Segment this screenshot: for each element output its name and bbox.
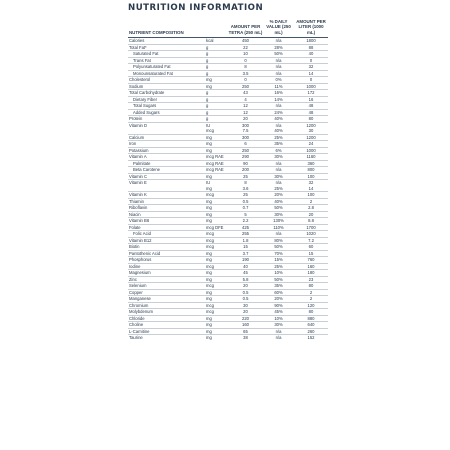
nutrient-name: Trans Fat: [128, 57, 204, 64]
nutrient-name: Total Sugars: [128, 103, 204, 110]
nutrient-name: Total Fat*: [128, 44, 204, 51]
amount-per-liter: 80: [294, 116, 328, 123]
amount-per-liter: 1160: [294, 154, 328, 161]
amount-per-tetra: 22: [228, 44, 263, 51]
daily-value-percent: n/a: [263, 328, 294, 335]
amount-per-tetra: 65: [228, 328, 263, 335]
nutrient-unit: g: [204, 116, 228, 123]
daily-value-percent: 30%: [263, 322, 294, 329]
nutrient-name: Thiamin: [128, 198, 204, 205]
nutrient-unit: mg: [204, 289, 228, 296]
nutrient-unit: mg: [204, 205, 228, 212]
nutrient-name: Vitamin B12: [128, 237, 204, 244]
amount-per-tetra: 160: [228, 322, 263, 329]
daily-value-percent: n/a: [275, 180, 282, 185]
daily-value-percent: 70%: [263, 250, 294, 257]
daily-value-percent: 50%: [263, 276, 294, 283]
amount-per-liter: 760: [294, 257, 328, 264]
amount-per-tetra: 0: [228, 77, 263, 84]
nutrient-unit: mcg RAE: [204, 167, 228, 174]
daily-value-percent: 15%: [263, 257, 294, 264]
nutrient-name: Riboflavin: [128, 205, 204, 212]
nutrient-unit: IU: [206, 180, 211, 185]
amount-per-liter: 24: [294, 141, 328, 148]
nutrient-unit: mg: [204, 315, 228, 322]
nutrient-unit: mg: [204, 77, 228, 84]
amount-per-tetra: 25: [228, 192, 263, 199]
amount-per-liter: 1200: [306, 122, 316, 128]
amount-per-tetra: 450: [228, 38, 263, 45]
nutrient-name: Added Sugars: [128, 109, 204, 116]
amount-per-tetra: 0.5: [228, 296, 263, 303]
nutrient-name: Vitamin E: [129, 180, 147, 185]
daily-value-percent: 50%: [263, 205, 294, 212]
amount-per-tetra: 12: [228, 109, 263, 116]
nutrient-name: Niacin: [128, 211, 204, 218]
amount-per-liter: 1800: [294, 38, 328, 45]
nutrient-name: Choline: [128, 322, 204, 329]
nutrient-unit: mg: [204, 250, 228, 257]
amount-per-tetra: 220: [228, 315, 263, 322]
nutrition-table: [128, 16, 328, 341]
daily-value-percent: n/a: [263, 57, 294, 64]
amount-per-liter: 60: [294, 244, 328, 251]
daily-value-percent: n/a: [275, 335, 282, 340]
amount-per-liter: 2.8: [294, 205, 328, 212]
amount-per-liter: 120: [294, 302, 328, 309]
nutrient-unit: mg: [204, 186, 228, 192]
daily-value-percent: 130%: [263, 218, 294, 225]
daily-value-percent: n/a: [275, 122, 282, 128]
daily-value-percent: 6%: [263, 147, 294, 154]
nutrient-name: Vitamin C: [128, 173, 204, 180]
amount-per-liter: 1700: [294, 224, 328, 231]
amount-per-tetra: 190: [228, 257, 263, 264]
daily-value-percent: 40%: [263, 116, 294, 123]
nutrient-unit: g: [204, 44, 228, 51]
header-nutrient-composition: NUTRIENT COMPOSITION: [128, 16, 228, 38]
amount-per-tetra: 20: [228, 283, 263, 290]
nutrient-name: Manganese: [128, 296, 204, 303]
amount-per-tetra: 20: [228, 116, 263, 123]
nutrient-unit: kcal: [204, 38, 228, 45]
amount-per-liter: 0: [294, 57, 328, 64]
amount-per-tetra: 15: [228, 244, 263, 251]
nutrient-unit: mg: [204, 218, 228, 225]
nutrient-name: Pantothenic Acid: [128, 250, 204, 257]
amount-per-liter: 100: [294, 192, 328, 199]
header-daily-value: % DAILY VALUE (250 mL): [263, 16, 294, 38]
nutrient-name: Calories: [128, 38, 204, 45]
daily-value-percent: 45%: [263, 309, 294, 316]
daily-value-percent: 40%: [263, 198, 294, 205]
amount-per-liter: 14: [294, 186, 328, 192]
amount-per-tetra: 43: [228, 90, 263, 97]
amount-per-liter: 14: [294, 70, 328, 77]
daily-value-percent: 90%: [263, 302, 294, 309]
nutrient-unit: mcg DFE: [204, 224, 228, 231]
daily-value-percent: n/a: [263, 167, 294, 174]
nutrient-unit: mg: [204, 270, 228, 277]
nutrient-unit: mcg: [204, 192, 228, 199]
nutrient-unit: mcg RAE: [204, 154, 228, 161]
amount-per-liter: 1000: [294, 147, 328, 154]
amount-per-liter: 0: [294, 77, 328, 84]
nutrient-unit: mcg RAE: [204, 160, 228, 167]
amount-per-liter: 7.2: [294, 237, 328, 244]
daily-value-percent: 14%: [263, 96, 294, 103]
nutrient-unit: mg: [204, 147, 228, 154]
amount-per-tetra: 0.5: [228, 198, 263, 205]
daily-value-percent: n/a: [263, 64, 294, 71]
nutrient-unit: g: [204, 103, 228, 110]
nutrient-name: Iodine: [128, 263, 204, 270]
amount-per-tetra: 290: [228, 154, 263, 161]
daily-value-percent: 60%: [263, 289, 294, 296]
nutrient-unit: mcg: [204, 128, 228, 134]
amount-per-liter: 180: [294, 270, 328, 277]
daily-value-percent: n/a: [263, 38, 294, 45]
amount-per-tetra: 300: [228, 134, 263, 141]
daily-value-percent: 16%: [263, 90, 294, 97]
nutrient-unit: mg: [204, 134, 228, 141]
nutrient-name: Total Carbohydrate: [128, 90, 204, 97]
amount-per-liter: 40: [294, 51, 328, 58]
nutrient-unit: mcg: [204, 244, 228, 251]
amount-per-tetra: 38: [243, 335, 248, 340]
daily-value-percent: 25%: [263, 134, 294, 141]
amount-per-tetra: 40: [228, 263, 263, 270]
nutrient-name: Potassium: [128, 147, 204, 154]
nutrient-name: Taurine: [129, 335, 143, 340]
nutrition-table-wrapper: [128, 16, 328, 341]
amount-per-liter: 1200: [294, 134, 328, 141]
amount-per-liter: 1000: [294, 83, 328, 90]
daily-value-percent: n/a: [263, 160, 294, 167]
amount-per-tetra: 8: [228, 64, 263, 71]
amount-per-tetra: 90: [228, 160, 263, 167]
amount-per-tetra: 25: [228, 173, 263, 180]
daily-value-percent: 50%: [263, 244, 294, 251]
nutrient-unit: mg: [204, 173, 228, 180]
daily-value-percent: 110%: [263, 224, 294, 231]
table-row: [128, 335, 328, 341]
amount-per-tetra: 200: [228, 167, 263, 174]
amount-per-tetra: 3.7: [228, 250, 263, 257]
nutrient-name: Vitamin B6: [128, 218, 204, 225]
amount-per-liter: 2: [294, 198, 328, 205]
amount-per-liter: 880: [294, 315, 328, 322]
nutrient-unit: mcg: [204, 302, 228, 309]
amount-per-liter: 360: [294, 160, 328, 167]
amount-per-liter: 20: [294, 211, 328, 218]
amount-per-tetra: 20: [228, 309, 263, 316]
header-amount-per-tetra: AMOUNT PER TETRA (250 mL): [228, 16, 263, 38]
nutrient-name: Phosphorus: [128, 257, 204, 264]
amount-per-tetra: 7.5: [228, 128, 263, 134]
nutrient-unit: mcg: [204, 309, 228, 316]
nutrient-unit: mg: [204, 257, 228, 264]
amount-per-liter: 100: [294, 173, 328, 180]
daily-value-percent: 30%: [263, 173, 294, 180]
nutrient-name: Saturated Fat: [128, 51, 204, 58]
nutrient-name: Calcium: [128, 134, 204, 141]
daily-value-percent: n/a: [263, 70, 294, 77]
nutrient-unit: mg: [204, 198, 228, 205]
amount-per-liter: 640: [294, 322, 328, 329]
amount-per-liter: 160: [294, 263, 328, 270]
daily-value-percent: 35%: [263, 283, 294, 290]
nutrient-unit: g: [204, 109, 228, 116]
amount-per-tetra: 5.8: [228, 276, 263, 283]
amount-per-liter: 15: [294, 250, 328, 257]
daily-value-percent: 0%: [263, 77, 294, 84]
amount-per-tetra: 250: [228, 83, 263, 90]
nutrient-unit: mg: [204, 141, 228, 148]
nutrient-name: Vitamin D: [129, 122, 148, 128]
amount-per-liter: 16: [294, 96, 328, 103]
amount-per-tetra: 300: [242, 122, 250, 128]
nutrient-name: Beta Carotene: [128, 167, 204, 174]
amount-per-tetra: 10: [228, 51, 263, 58]
amount-per-liter: 1020: [294, 231, 328, 238]
nutrient-name: Vitamin K: [128, 192, 204, 199]
nutrient-name: Cholesterol: [128, 77, 204, 84]
daily-value-percent: 35%: [263, 141, 294, 148]
daily-value-percent: 50%: [263, 51, 294, 58]
header-amount-per-liter: AMOUNT PER LITER (1000 mL): [294, 16, 328, 38]
amount-per-tetra: 45: [228, 270, 263, 277]
amount-per-liter: 800: [294, 167, 328, 174]
nutrient-name: Molybdenum: [128, 309, 204, 316]
amount-per-tetra: 3.6: [228, 186, 263, 192]
nutrient-name: Copper: [128, 289, 204, 296]
amount-per-tetra: 3.5: [228, 70, 263, 77]
nutrient-unit: mg: [204, 296, 228, 303]
amount-per-tetra: 1.8: [228, 237, 263, 244]
amount-per-liter: 48: [294, 109, 328, 116]
amount-per-liter: 30: [294, 128, 328, 134]
nutrient-name: Magnesium: [128, 270, 204, 277]
amount-per-tetra: 6: [228, 141, 263, 148]
nutrient-name: Vitamin A: [128, 154, 204, 161]
daily-value-percent: 30%: [263, 154, 294, 161]
daily-value-percent: n/a: [263, 103, 294, 110]
nutrient-unit: g: [204, 51, 228, 58]
amount-per-tetra: 4: [228, 96, 263, 103]
daily-value-percent: 24%: [263, 109, 294, 116]
amount-per-tetra: 0.7: [228, 205, 263, 212]
nutrient-unit: g: [204, 64, 228, 71]
nutrient-name: Sodium: [128, 83, 204, 90]
nutrient-name: Iron: [128, 141, 204, 148]
amount-per-tetra: 255: [228, 231, 263, 238]
nutrient-unit: mg: [204, 83, 228, 90]
nutrient-unit: IU: [206, 122, 211, 128]
amount-per-liter: 80: [294, 283, 328, 290]
nutrient-unit: g: [204, 90, 228, 97]
nutrient-name: Folate: [128, 224, 204, 231]
table-body: [128, 38, 328, 341]
amount-per-liter: 2: [294, 289, 328, 296]
amount-per-liter: 8.8: [294, 218, 328, 225]
amount-per-liter: 80: [294, 309, 328, 316]
table-header-row: [128, 16, 328, 38]
daily-value-percent: n/a: [263, 231, 294, 238]
daily-value-percent: 40%: [263, 128, 294, 134]
daily-value-percent: 10%: [263, 315, 294, 322]
nutrient-unit: mg: [204, 322, 228, 329]
panel-title: NUTRITION INFORMATION: [128, 3, 264, 13]
amount-per-liter: 48: [294, 103, 328, 110]
nutrient-unit: g: [204, 57, 228, 64]
amount-per-liter: 152: [307, 335, 315, 340]
amount-per-liter: 32: [308, 180, 314, 185]
daily-value-percent: 25%: [263, 186, 294, 192]
amount-per-tetra: 8: [244, 180, 247, 185]
nutrient-unit: g: [204, 96, 228, 103]
amount-per-tetra: 30: [228, 302, 263, 309]
amount-per-tetra: 2.2: [228, 218, 263, 225]
nutrient-name: Chromium: [128, 302, 204, 309]
nutrient-unit: mg: [204, 328, 228, 335]
daily-value-percent: 25%: [263, 263, 294, 270]
nutrient-unit: mcg: [204, 263, 228, 270]
amount-per-liter: 32: [294, 64, 328, 71]
nutrient-unit: mg: [204, 211, 228, 218]
nutrient-name: Chloride: [128, 315, 204, 322]
nutrient-unit: g: [204, 70, 228, 77]
nutrient-name: Biotin: [128, 244, 204, 251]
nutrient-unit: mg: [204, 276, 228, 283]
amount-per-liter: 172: [294, 90, 328, 97]
nutrient-name: Protein: [128, 116, 204, 123]
amount-per-liter: 260: [294, 328, 328, 335]
daily-value-percent: 30%: [263, 211, 294, 218]
daily-value-percent: 20%: [263, 296, 294, 303]
amount-per-tetra: 250: [228, 147, 263, 154]
amount-per-tetra: 5: [228, 211, 263, 218]
nutrient-unit: mcg: [204, 237, 228, 244]
nutrient-name: Folic Acid: [128, 231, 204, 238]
amount-per-liter: 88: [294, 44, 328, 51]
nutrient-unit: mg: [206, 335, 212, 340]
amount-per-tetra: 425: [228, 224, 263, 231]
amount-per-tetra: 12: [228, 103, 263, 110]
daily-value-percent: 10%: [263, 270, 294, 277]
amount-per-liter: 2: [294, 296, 328, 303]
daily-value-percent: 20%: [263, 192, 294, 199]
nutrient-name: Polyunsaturated Fat: [128, 64, 204, 71]
daily-value-percent: 11%: [263, 83, 294, 90]
daily-value-percent: 80%: [263, 237, 294, 244]
nutrient-unit: mcg: [204, 283, 228, 290]
nutrient-name: Monounsaturated Fat: [128, 70, 204, 77]
nutrient-name: Dietary Fiber: [128, 96, 204, 103]
amount-per-tetra: 0.5: [228, 289, 263, 296]
nutrient-unit: mcg: [204, 231, 228, 238]
nutrient-name: L-Carnitine: [128, 328, 204, 335]
daily-value-percent: 28%: [263, 44, 294, 51]
nutrient-name: Zinc: [128, 276, 204, 283]
nutrient-name: Selenium: [128, 283, 204, 290]
nutrient-name: Palmitate: [128, 160, 204, 167]
amount-per-liter: 23: [294, 276, 328, 283]
amount-per-tetra: 0: [228, 57, 263, 64]
